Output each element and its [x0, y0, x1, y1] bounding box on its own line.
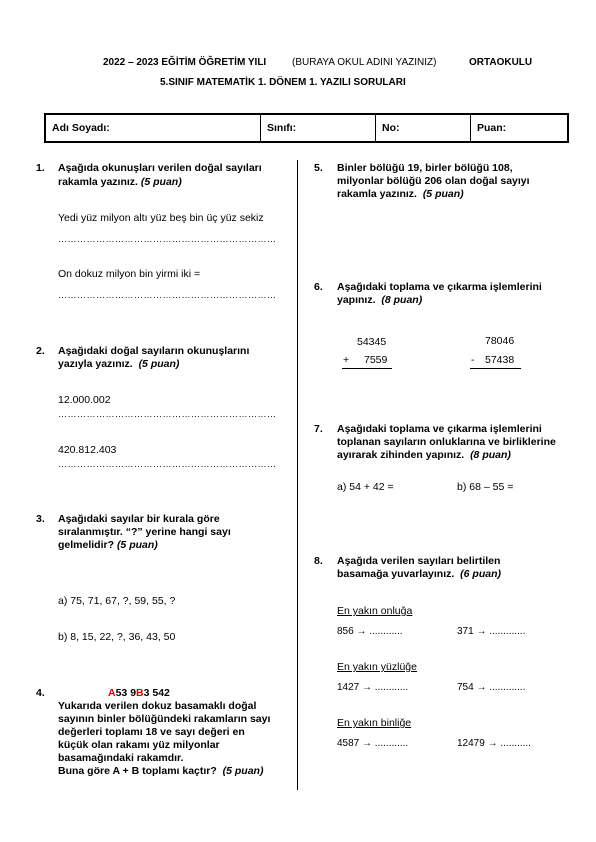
- q6-sub-line: [470, 368, 521, 369]
- q5-number: 5.: [314, 162, 323, 174]
- q7-item-b: b) 68 – 55 =: [457, 481, 514, 493]
- q8-points: (6 puan): [460, 568, 501, 580]
- q8-text-2: basamağa yuvarlayınız. (6 puan): [337, 568, 501, 580]
- q6-sub-top: 78046: [485, 335, 515, 347]
- q4-text-4: küçük olan rakamı yüz milyonlar: [58, 739, 220, 751]
- q1-number: 1.: [36, 162, 45, 174]
- header-school: (BURAYA OKUL ADINI YAZINIZ): [292, 57, 437, 68]
- no-field[interactable]: No:: [376, 114, 471, 142]
- q1-answer-line-1[interactable]: ……………………………………………………………: [58, 234, 277, 244]
- q8-thousands-a: 4587 → ............: [337, 738, 409, 749]
- q4-number-display: A53 9B3 542: [108, 687, 170, 699]
- q1-item-2: On dokuz milyon bin yirmi iki =: [58, 268, 201, 280]
- q7-item-a: a) 54 + 42 =: [337, 481, 394, 493]
- name-field[interactable]: Adı Soyadı:: [45, 114, 261, 142]
- q2-item-1: 12.000.002: [58, 394, 111, 406]
- q1-points: (5 puan): [140, 176, 182, 188]
- q8-heading-thousands: En yakın binliğe: [337, 717, 412, 729]
- q6-add-operator: +: [343, 354, 350, 366]
- q3-item-a: a) 75, 71, 67, ?, 59, 55, ?: [58, 595, 176, 607]
- q8-number: 8.: [314, 555, 323, 567]
- q7-text-1: Aşağıdaki toplama ve çıkarma işlemlerini: [337, 423, 542, 435]
- q6-points: (8 puan): [381, 294, 423, 306]
- q8-tens-a: 856 → ............: [337, 626, 403, 637]
- q4-text-2: sayının binler bölüğündeki rakamların sayı: [58, 713, 271, 725]
- q6-text-1: Aşağıdaki toplama ve çıkarma işlemlerini: [337, 281, 542, 293]
- student-info-table: [44, 113, 569, 143]
- q8-hundreds-a: 1427 → ............: [337, 682, 409, 693]
- q6-sub-bottom: 57438: [485, 354, 515, 366]
- q3-item-b: b) 8, 15, 22, ?, 36, 43, 50: [58, 631, 176, 643]
- q4-number: 4.: [36, 687, 45, 699]
- q6-number: 6.: [314, 281, 323, 293]
- q8-text-1: Aşağıda verilen sayıları belirtilen: [337, 555, 501, 567]
- q2-text-2: yazıyla yazınız. (5 puan): [58, 358, 180, 370]
- q1-answer-line-2[interactable]: ……………………………………………………………: [58, 290, 277, 300]
- q2-text-1: Aşağıdaki doğal sayıların okunuşlarını: [58, 345, 250, 357]
- score-field[interactable]: Puan:: [471, 114, 569, 142]
- q3-text-2: sıralanmıştır. “?” yerine hangi sayı: [58, 526, 231, 538]
- q2-number: 2.: [36, 345, 45, 357]
- q5-points: (5 puan): [422, 188, 464, 200]
- q1-item-1: Yedi yüz milyon altı yüz beş bin üç yüz sekiz: [58, 212, 264, 224]
- q6-add-bottom: 7559: [364, 354, 388, 366]
- q7-text-3: ayırarak zihinden yapınız. (8 puan): [337, 449, 511, 461]
- q4-text-6: Buna göre A + B toplamı kaçtır? (5 puan): [58, 765, 264, 777]
- column-divider: [297, 160, 298, 790]
- q7-points: (8 puan): [470, 449, 511, 461]
- header-type: ORTAOKULU: [469, 57, 533, 68]
- q4-text-3: değerleri toplamı 18 ve sayı değeri en: [58, 726, 245, 738]
- q3-text-1: Aşağıdaki sayılar bir kurala göre: [58, 513, 220, 525]
- q4-points: (5 puan): [222, 765, 264, 777]
- q6-add-top: 54345: [357, 336, 387, 348]
- q2-item-2: 420.812.403: [58, 444, 117, 456]
- q8-tens-b: 371 → .............: [457, 626, 526, 637]
- q8-hundreds-b: 754 → .............: [457, 682, 526, 693]
- q4-text-5: basamağındaki rakamdır.: [58, 752, 184, 764]
- q2-points: (5 puan): [138, 358, 180, 370]
- q1-text-1: Aşağıda okunuşları verilen doğal sayıları: [58, 162, 262, 174]
- q6-text-2: yapınız. (8 puan): [337, 294, 423, 306]
- class-field[interactable]: Sınıfı:: [261, 114, 376, 142]
- q2-answer-line-2[interactable]: ……………………………………………………………: [58, 459, 277, 469]
- header-title: 5.SINIF MATEMATİK 1. DÖNEM 1. YAZILI SORULARI: [160, 77, 406, 88]
- q8-heading-tens: En yakın onluğa: [337, 605, 413, 617]
- q3-points: (5 puan): [116, 539, 158, 551]
- q8-thousands-b: 12479 → ...........: [457, 738, 531, 749]
- q5-text-3: rakamla yazınız. (5 puan): [337, 188, 464, 200]
- q2-answer-line-1[interactable]: ……………………………………………………………: [58, 409, 277, 419]
- header-years: 2022 – 2023 EĞİTİM ÖĞRETİM YILI: [103, 57, 267, 68]
- q3-number: 3.: [36, 513, 45, 525]
- q5-text-2: milyonlar bölüğü 206 olan doğal sayıyı: [337, 175, 530, 187]
- q7-number: 7.: [314, 423, 323, 435]
- q7-text-2: toplanan sayıların onluklarına ve birliklerine: [337, 436, 556, 448]
- q6-add-line: [342, 368, 392, 369]
- q6-sub-operator: -: [471, 354, 475, 366]
- q1-text-2: rakamla yazınız. (5 puan): [58, 176, 182, 188]
- q3-text-3: gelmelidir? (5 puan): [58, 539, 158, 551]
- q8-heading-hundreds: En yakın yüzlüğe: [337, 661, 417, 673]
- q5-text-1: Binler bölüğü 19, birler bölüğü 108,: [337, 162, 513, 174]
- q4-text-1: Yukarıda verilen dokuz basamaklı doğal: [58, 700, 257, 712]
